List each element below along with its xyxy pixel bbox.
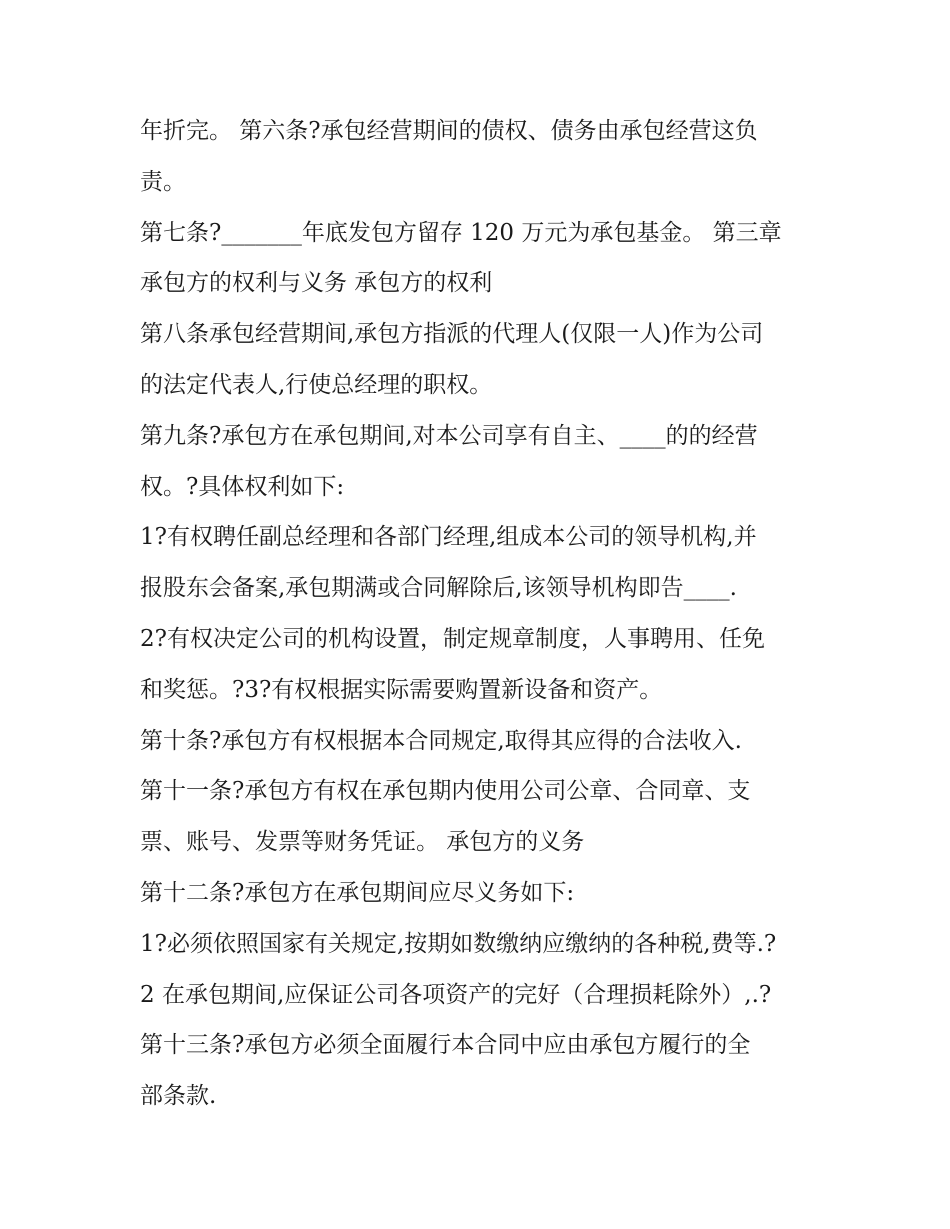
text-line: 票、账号、发票等财务凭证。 承包方的义务 bbox=[140, 829, 585, 856]
text-line: 第七条?_______年底发包方留存 120 万元为承包基金。 第三章 bbox=[140, 219, 782, 246]
text-line: 报股东会备案,承包期满或合同解除后,该领导机构即告____. bbox=[140, 575, 737, 602]
body-text bbox=[140, 106, 820, 1122]
text-line: 1?有权聘任副总经理和各部门经理,组成本公司的领导机构,并 bbox=[140, 524, 757, 551]
text-line: 第九条?承包方在承包期间,对本公司享有自主、____的的经营 bbox=[140, 422, 758, 449]
text-line: 第十三条?承包方必须全面履行本合同中应由承包方履行的全 bbox=[140, 1032, 751, 1059]
text-line: 1?必须依照国家有关规定,按期如数缴纳应缴纳的各种税,费等.? bbox=[140, 930, 777, 957]
text-line: 2 在承包期间,应保证公司各项资产的完好（合理损耗除外）,.? bbox=[140, 981, 772, 1008]
text-line: 承包方的权利与义务 承包方的权利 bbox=[140, 270, 493, 297]
text-line: 权。?具体权利如下: bbox=[140, 473, 345, 500]
text-line: 年折完。 第六条?承包经营期间的债权、债务由承包经营这负 bbox=[140, 118, 758, 144]
text-line: 第十条?承包方有权根据本合同规定,取得其应得的合法收入. bbox=[140, 727, 742, 754]
text-line: 部条款. bbox=[140, 1083, 217, 1110]
text-line: 责。 bbox=[140, 168, 186, 195]
text-line: 和奖惩。?3?有权根据实际需要购置新设备和资产。 bbox=[140, 676, 663, 703]
text-line: 第十一条?承包方有权在承包期内使用公司公章、合同章、支 bbox=[140, 778, 751, 805]
text-line: 的法定代表人,行使总经理的职权。 bbox=[140, 371, 493, 398]
text-line: 第八条承包经营期间,承包方指派的代理人(仅限一人)作为公司 bbox=[140, 321, 764, 348]
text-line: 2?有权决定公司的机构设置，制定规章制度，人事聘用、任免 bbox=[140, 625, 765, 652]
text-line: 第十二条?承包方在承包期间应尽义务如下: bbox=[140, 879, 575, 906]
